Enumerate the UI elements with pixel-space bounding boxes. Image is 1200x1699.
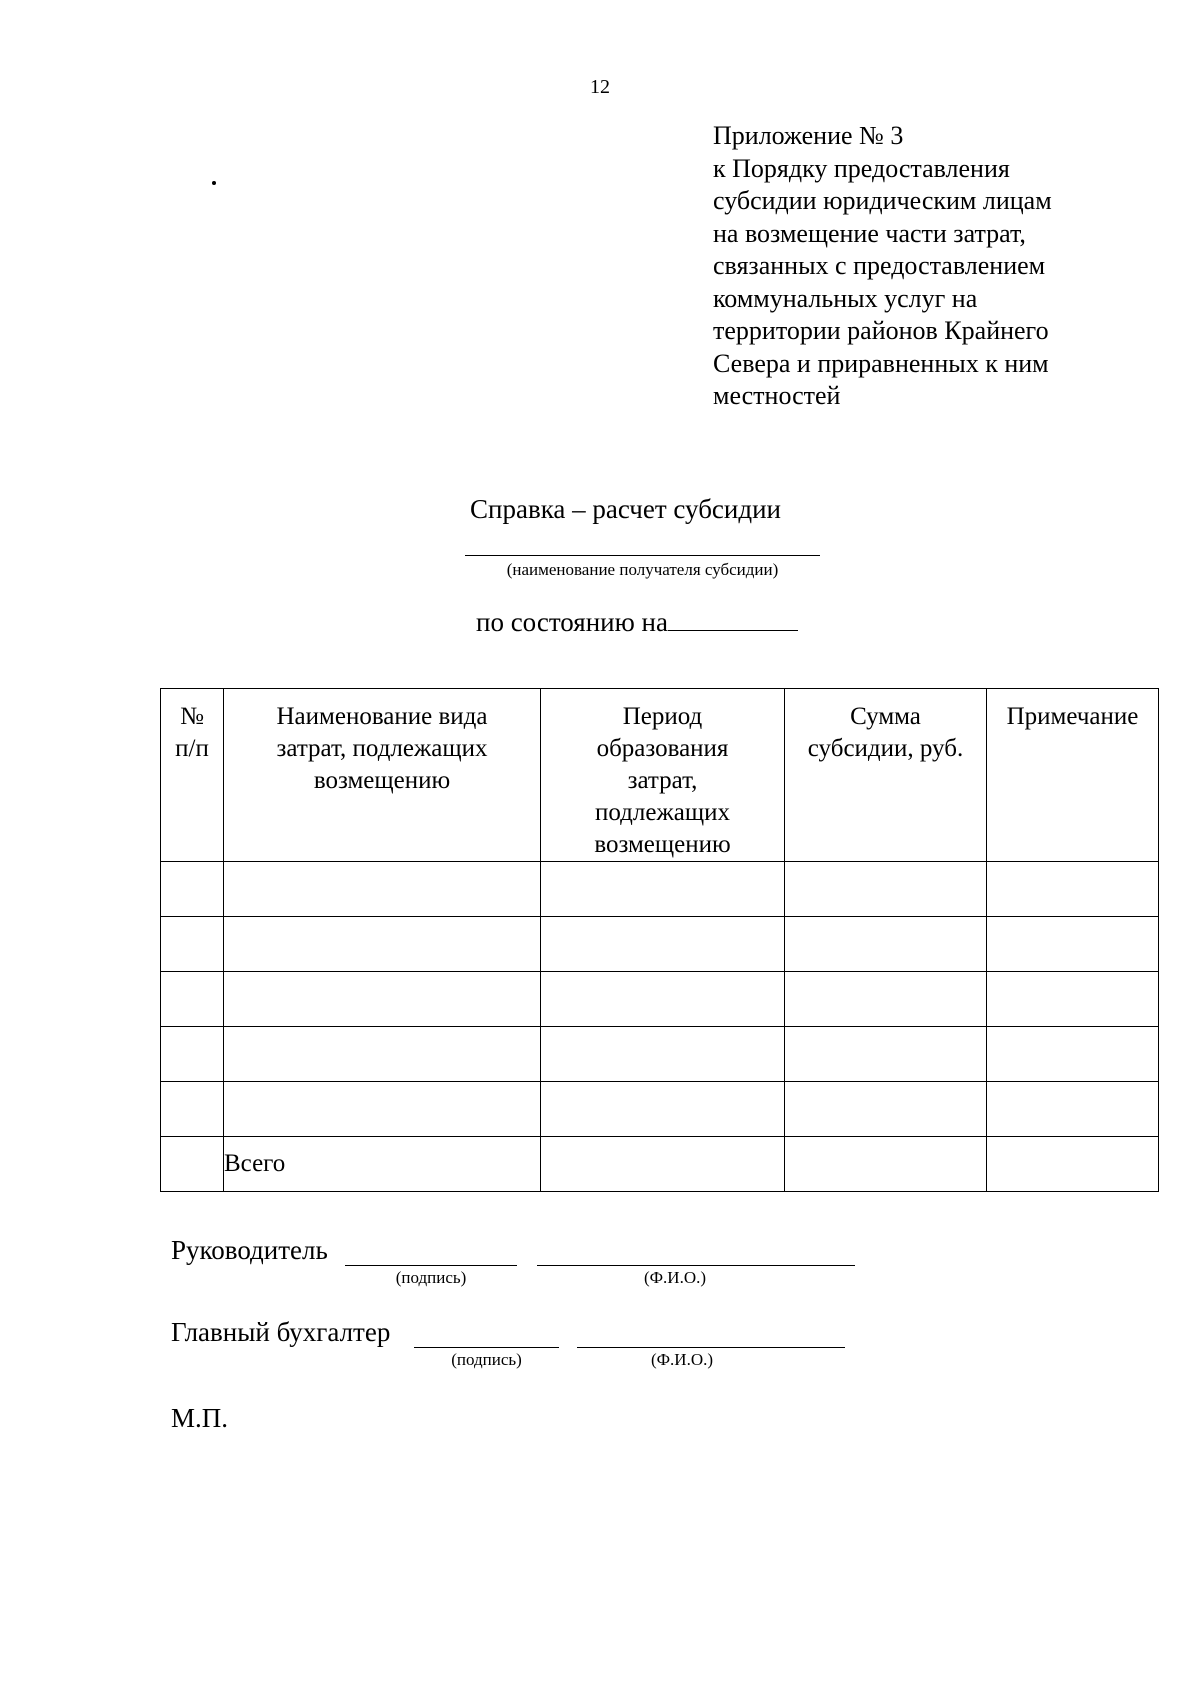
table-cell <box>785 917 987 972</box>
table-row <box>161 917 1159 972</box>
appendix-line: территории районов Крайнего <box>713 316 1049 345</box>
table-total-row <box>161 1137 1159 1192</box>
header-amount: Сумма субсидии, руб. <box>785 689 987 862</box>
table-cell <box>161 862 224 917</box>
table-cell <box>541 862 785 917</box>
page-number: 12 <box>590 76 610 98</box>
accountant-name-caption: (Ф.И.О.) <box>650 1350 714 1369</box>
total-label: Всего <box>224 1137 541 1192</box>
table-cell <box>161 1137 224 1192</box>
table-cell <box>161 917 224 972</box>
appendix-line: связанных с предоставлением <box>713 251 1046 280</box>
header-note: Примечание <box>987 689 1159 862</box>
table-cell <box>224 1082 541 1137</box>
table-cell <box>785 862 987 917</box>
table-cell <box>987 1082 1159 1137</box>
accountant-signature-caption: (подпись) <box>451 1350 522 1369</box>
table-cell <box>987 862 1159 917</box>
header-number: № п/п <box>161 689 224 862</box>
table-cell <box>987 1027 1159 1082</box>
header-period: Период образования затрат, подлежащих возмещению <box>541 689 785 862</box>
table-cell <box>224 1027 541 1082</box>
table-cell <box>785 1137 987 1192</box>
scan-dot <box>212 181 216 185</box>
table-cell <box>785 1082 987 1137</box>
appendix-line: коммунальных услуг на <box>713 283 978 313</box>
as-of-date <box>476 606 798 638</box>
accountant-signature-line <box>414 1347 559 1348</box>
table-cell <box>224 972 541 1027</box>
header-cost-type: Наименование вида затрат, подлежащих возмещению <box>224 689 541 862</box>
head-signature-line <box>345 1265 517 1266</box>
table-cell <box>161 1082 224 1137</box>
subsidy-table <box>160 688 1159 1192</box>
as-of-label: по состоянию на <box>476 607 668 637</box>
table-row <box>161 862 1159 917</box>
table-cell <box>161 1027 224 1082</box>
table-cell <box>161 972 224 1027</box>
stamp-label: М.П. <box>171 1403 229 1433</box>
table-row <box>161 972 1159 1027</box>
appendix-header <box>713 120 1133 413</box>
accountant-label: Главный бухгалтер <box>171 1317 391 1347</box>
table-cell <box>541 1082 785 1137</box>
table-cell <box>987 972 1159 1027</box>
as-of-blank-line <box>668 606 798 631</box>
head-label: Руководитель <box>171 1235 328 1265</box>
table-cell <box>541 972 785 1027</box>
table-cell <box>987 917 1159 972</box>
head-name-line <box>537 1265 855 1266</box>
appendix-line: Приложение № 3 <box>713 121 904 150</box>
table-cell <box>541 1137 785 1192</box>
table-cell <box>987 1137 1159 1192</box>
table-cell <box>541 1027 785 1082</box>
appendix-line: местностей <box>713 381 841 410</box>
appendix-line: к Порядку предоставления <box>713 153 1010 183</box>
appendix-line: на возмещение части затрат, <box>713 218 1026 248</box>
table-cell <box>224 862 541 917</box>
head-signature-caption: (подпись) <box>395 1268 467 1287</box>
appendix-line: Севера и приравненных к ним <box>713 348 1049 378</box>
table-cell <box>541 917 785 972</box>
document-title: Справка – расчет субсидии <box>470 494 782 524</box>
appendix-line: субсидии юридическим лицам <box>713 186 1052 215</box>
table-row <box>161 1027 1159 1082</box>
table-cell <box>224 917 541 972</box>
table-row <box>161 1082 1159 1137</box>
table-header-row <box>161 689 1159 862</box>
recipient-blank-line <box>465 555 820 556</box>
recipient-caption: (наименование получателя субсидии) <box>506 560 779 579</box>
table-cell <box>785 1027 987 1082</box>
table-cell <box>785 972 987 1027</box>
accountant-name-line <box>577 1347 845 1348</box>
head-name-caption: (Ф.И.О.) <box>643 1268 707 1287</box>
